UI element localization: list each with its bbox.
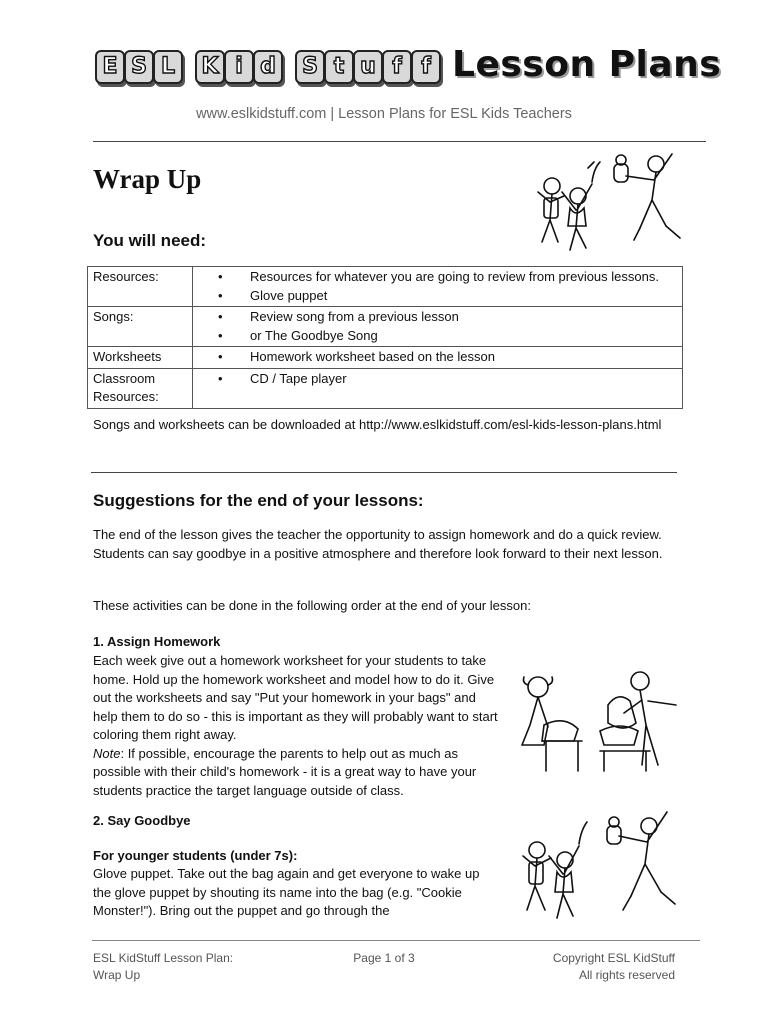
step-goodbye-title: 2. Say Goodbye (93, 813, 191, 828)
row-items (193, 368, 683, 408)
footer-plan-label: ESL KidStuff Lesson Plan: (93, 951, 234, 965)
row-label: Songs: (88, 307, 193, 347)
logo-letter: K (195, 50, 225, 84)
logo-letter: S (295, 50, 325, 84)
site-logo (95, 44, 440, 94)
step-homework-title: 1. Assign Homework (93, 634, 221, 649)
logo-letter: L (153, 50, 183, 84)
list-item: • Resources for whatever you are going to review from previous lessons. (240, 268, 677, 287)
table-row (88, 267, 683, 307)
table-row (88, 307, 683, 347)
intro-paragraph: The end of the lesson gives the teacher the opportunity to assign homework and do a quick review. Students can say goodbye in a positive atmosphere and therefore look forward to their next lesson. (93, 527, 663, 561)
logo-letter: t (324, 50, 354, 84)
list-item: • CD / Tape player (240, 370, 677, 389)
logo-letter: d (253, 50, 283, 84)
order-note: These activities can be done in the following order at the end of your lesson: (93, 598, 531, 613)
list-item: • Review song from a previous lesson (240, 308, 677, 327)
table-row (88, 368, 683, 408)
logo-title: Lesson Plans (452, 44, 722, 85)
footer-copyright: Copyright ESL KidStuff (552, 951, 675, 965)
logo-letter: f (382, 50, 412, 84)
row-label: Classroom Resources: (88, 368, 193, 408)
younger-students-body: Glove puppet. Take out the bag again and get everyone to wake up the glove puppet by shouting its name into the bag (e.g. "Cookie Monster!"). Bring out the puppet and go through the (93, 866, 480, 918)
row-items (193, 347, 683, 369)
list-item: • or The Goodbye Song (240, 327, 677, 346)
materials-table (87, 266, 683, 409)
table-row (88, 347, 683, 369)
dancing-kids-illustration (530, 150, 690, 260)
you-will-need-heading: You will need: (93, 231, 207, 250)
note-text: : If possible, encourage the parents to help out as much as possible with their child's homework - it is a great way to have your students practice the target language outside of class. (93, 745, 477, 798)
note-label: Note (93, 745, 121, 761)
footer-right (553, 950, 675, 984)
step-homework-body (93, 652, 503, 800)
logo-letter: E (95, 50, 125, 84)
footer-page-number: Page 1 of 3 (353, 951, 415, 965)
logo-letter: S (124, 50, 154, 84)
logo-letter: u (353, 50, 383, 84)
footer-rights: All rights reserved (578, 968, 675, 982)
site-tagline: www.eslkidstuff.com | Lesson Plans for ESL Kids Teachers (196, 106, 572, 122)
row-label: Worksheets (88, 347, 193, 369)
dancing-kids-illustration-2 (515, 806, 685, 930)
page-title: Wrap Up (93, 164, 202, 194)
row-items (193, 267, 683, 307)
logo-letter: i (224, 50, 254, 84)
younger-students-heading: For younger students (under 7s): (93, 848, 298, 863)
section-divider (91, 472, 677, 473)
header-divider (93, 141, 706, 142)
list-item: • Glove puppet (240, 287, 677, 306)
footer-divider (92, 940, 700, 941)
row-items (193, 307, 683, 347)
homework-illustration (508, 665, 688, 775)
row-label: Resources: (88, 267, 193, 307)
suggestions-heading: Suggestions for the end of your lessons: (93, 491, 424, 510)
footer-plan-name: Wrap Up (93, 968, 141, 982)
logo-letter: f (411, 50, 441, 84)
homework-instructions: Each week give out a homework worksheet for your students to take home. Hold up the homework worksheet and model how to do it. Give out the worksheets and say "Put your homework in your bags" and help them to do so - this is important as they will probably want to start coloring them right away. (93, 653, 498, 742)
download-note: Songs and worksheets can be downloaded at http://www.eslkidstuff.com/esl-kids-lesson-plans.html (93, 417, 662, 432)
list-item: • Homework worksheet based on the lesson (240, 348, 677, 367)
